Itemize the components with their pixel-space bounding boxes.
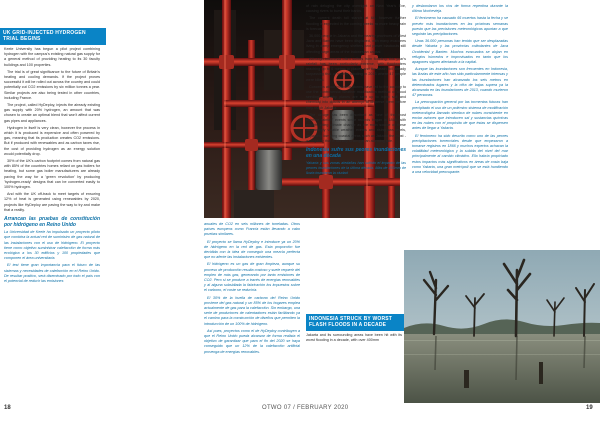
spanish-paragraph: Unas 36.000 personas han tenido que ser desplazadas desde Yakarta y las provincias colindantes de Java Occidental y Banten. Muchos evacuados se alojan en refugios húmedos e improvisados en tanto que los apagones siguen afectando a la capital.	[412, 39, 508, 65]
far-right-column	[412, 4, 508, 177]
paragraph: 30% of the UK's carbon footprint comes from natural gas with 85% of the countries homes reliant on gas boilers for heating, but some gas boiler manufacturers are already paving the way for a 'green revolution' by producing 'hydrogen-ready' designs that can be converted easily to 100% hydrogen.	[4, 159, 100, 190]
paragraph: 36,000 people in Jakarta and the nearby provinces of West Java and Banten have been displaced, with many evacuees living in damp emergency shelters and power blackouts still affecting large areas of the Indonesian capital.	[306, 34, 406, 54]
spanish-paragraph: El fenómeno ha sido descrito como uno de las peores precipitaciones torrenciales desde que empezaron a tomarse registros en 1866 y muchos expertos achacan la volatilidad meteorológica y la subida del nivel del mar principalmente al cambio climático. Ello habría propiciado estos impactos más significativos en áreas de costa baja como Yakarta, una gran metrópoli que se está hundiendo a una velocidad preocupante.	[412, 133, 508, 175]
paragraph: Jakarta and its surrounding areas have been hit with its worst flooding in a decade, with over 400mm	[306, 333, 402, 343]
spanish-paragraph: El 30% de la huella de carbono del Reino Unido proviene del gas natural y un 85% de los hogares emplea actualmente de gas para la calefacción. Sin embargo, una serie de productores de calentadores están facilitando ya el camino para la construcción de diseños que permiten la introducción de un 100% de hidrógeno.	[204, 295, 300, 326]
paragraph: Keele University has begun a pilot project combining hydrogen with the campus's existing natural gas supply for a general method of providing heating to its 30 faculty buildings and 100 properties.	[4, 47, 100, 67]
middle-column-spanish	[204, 222, 300, 357]
spanish-paragraph: y desbordaron los ríos de forma repentina durante la última Nochevieja.	[412, 4, 508, 14]
section-header-indonesia: INDONESIA STRUCK BY WORST FLASH FLOODS IN A DECADE	[306, 314, 410, 331]
page-number-left	[4, 405, 11, 411]
page-number-right	[586, 405, 593, 411]
issue-label: OTWO 07 / FEBRUARY 2020	[262, 405, 349, 411]
spanish-paragraph: Aunque las inundaciones son frecuentes en Indonesia, las lluvias de este año han sido particularmente intensas y las inundaciones han alcanzado los seis metros en determinados lugares y la cifra de bajas supera ya la alcanzada en las inundaciones de 2013, cuando murieron 47 personas.	[412, 67, 508, 98]
page-number: 18	[4, 405, 11, 411]
page-number: 19	[586, 405, 593, 411]
spanish-heading: Arrancan las pruebas de constitución por hidrógeno en Reino Unido	[4, 216, 100, 229]
spanish-paragraph: El proyecto se llama HyDeploy e introduce ya un 20% de hidrógeno en la red de gas. Esta proporción fue decidida con la idea de conseguir una mezcla perfecta que no afecte las instalaciones existentes.	[204, 239, 300, 260]
indonesia-intro	[306, 333, 402, 345]
spanish-paragraph: La Universidad de Keele ha impulsado un proyecto piloto que combina la actual red de suministro de gas natural de las instalaciones con el uso de hidrógeno. El proyecto tiene como objetivo suministrar calefacción de forma más ecológica a los 30 edificios y 100 propiedades que componen el área universitaria.	[4, 230, 100, 261]
left-column	[4, 47, 100, 286]
paragraph: The deluge has been described as "one of the most extreme rainfall" events since records began in 1866, with experts citing climate change as the main source of these increasingly volatile weather events and rising sea levels, impacting low lying coastal areas such as Jakarta the most - a megacity that is already sinking at an alarming rate.	[306, 112, 406, 143]
paragraph: of rain deluging the city overnight on New Year's Eve, causing rivers to burst their banks.	[306, 4, 406, 14]
spanish-paragraph: Así pues, proyectos como el de HyDeploy contribuyen a que el Reino Unido pueda alcanzar de forma realista el objetivo de garantizar que para el fin del 2020 se haya conseguido que un 12% de la calefacción artificial provenga de energías renovables.	[204, 328, 300, 354]
spanish-paragraph: anuales de CO2 en seis millones de toneladas. Otros países europeos como Francia están llevando a cabo pruebas similares.	[204, 222, 300, 237]
spanish-paragraph: El hidrógeno es un gas de gran limpieza, aunque su proceso de producción resulta costoso y suele requerir del empleo de más gas, generando por tanto emisiones de CO2. Pero si se produce a través de energías renovables y al alguna subsidiada la fabricación los impuestos sobre el carbono, el coste se reduciría.	[204, 262, 300, 293]
paragraph: The project, called HyDeploy, injects the already existing gas supply with 20% hydrogen, an amount that was chosen to create an optimal blend that won't affect current gas pipes and appliances.	[4, 103, 100, 123]
paragraph: The current death toll stands at 66, however further flooding is expected in the coming weeks as more heavy rain is forecast.	[306, 16, 406, 31]
spanish-paragraph: El fenómeno ha causado 66 muertos hasta la fecha y se prevén más inundaciones en las próximas semanas puesto que las previsiones meteorológicas apuntan a que seguirán las precipitaciones.	[412, 16, 508, 37]
right-center-text	[306, 4, 406, 179]
spanish-paragraph: La preocupación general por las tormentas futuras han precipitado el uso de un polémico sistema de modificación meteorológica llamado siembra de nubes consistente en enviar aviones que introducen sal y sustancias químicas en las nubes con el propósito de que éstas se dispersen antes de llegar a Yakarta.	[412, 100, 508, 131]
section-header-hydrogen: UK GRID-INJECTED HYDROGEN TRIAL BEGINS	[0, 28, 106, 45]
paragraph: Although Indonesia often suffers from flooding, this year's rainfall has been particularly extreme, with floodwaters reaching up to 6 metres in places and the death toll already surpassing that of severe flooding in 2013 where 47 people were killed.	[306, 56, 406, 82]
magazine-footer	[262, 405, 348, 411]
paragraph: Concerns about incoming storms have led to the country to use the controversial weather modification method of 'cloud seeding', whereby planes are sent up to inject salt and chemical into clouds in an attempt to disperse them before they reach Jakarta.	[306, 84, 406, 110]
paragraph: And with the UK off-track to meet targets of ensuring 12% of heat is generated using renewables by 2020, projects like HyDeploy are paving the way to try and make that a reality.	[4, 192, 100, 212]
paragraph: Hydrogen in itself is very clean, however the process in which it is produced is expensive and often powered by gas, meaning that its production creates CO2 emissions. But if produced with renewables and as carbon taxes rise, the cost of providing hydrogen as an energy solution would potentially drop.	[4, 125, 100, 156]
spanish-paragraph: El test tiene gran importancia para el futuro de las sistemas y necesidades de calefacción en el Reino Unido. De resultar positivo, será diseminado por todo el país con el potencial de reducir las emisiones	[4, 263, 100, 283]
spanish-paragraph: Yakarta y sus zonas aledañas han sufrido el impacto de las peores inundaciones de la última década. Más de 400mm de lluvia inundaron la ciudad	[306, 161, 406, 176]
spanish-heading: Indonesia sufre sus peores inundaciones en una década	[306, 147, 406, 160]
flooded-trees-photo	[404, 250, 600, 403]
paragraph: The trial is of great significance to the future of Britain's heating and cooling demands. If the project proves successful it will be rolled out across the country and could potentially cut CO2 emissions by six million tonnes a year. Similar projects are also being tested in other countries, including France.	[4, 69, 100, 100]
